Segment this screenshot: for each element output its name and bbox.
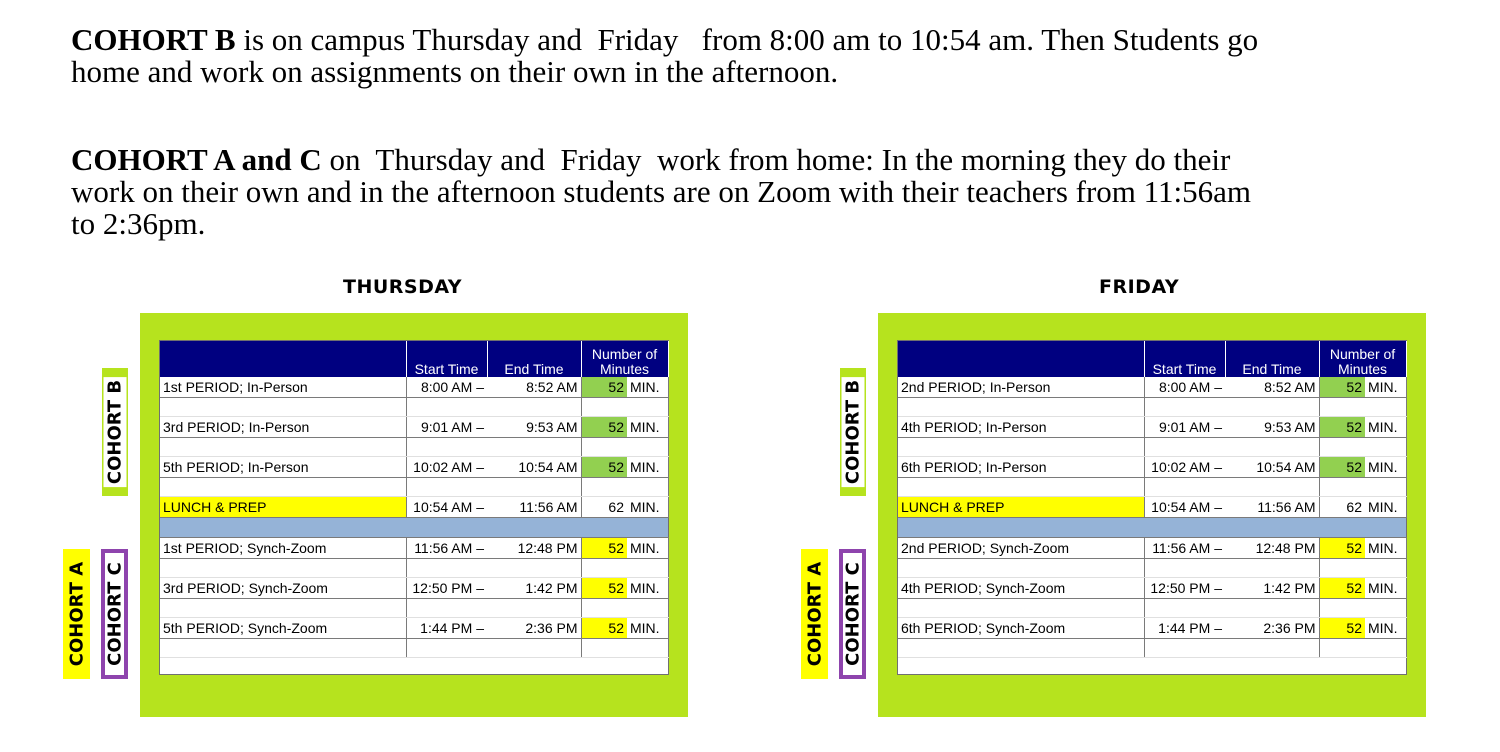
period-name: 6th PERIOD; In-Person: [898, 457, 1144, 478]
start-time: [406, 538, 487, 559]
spacer-cell: [406, 478, 487, 497]
header-minutes-line1: Number of: [591, 346, 658, 362]
minutes-unit: MIN.: [1365, 618, 1406, 639]
spacer-cell: [406, 559, 487, 578]
end-time: 11:56 AM: [1225, 497, 1319, 518]
paragraph2-line1: [71, 144, 1251, 176]
minutes-value: 52: [1319, 417, 1365, 438]
friday-schedule-sheet: [897, 340, 1407, 675]
start-time: [406, 457, 487, 478]
minutes-unit: MIN.: [1365, 538, 1406, 559]
spacer-cell: [160, 599, 406, 618]
spacer-cell: [160, 398, 406, 417]
end-time: 2:36 PM: [1225, 618, 1319, 639]
spacer-cell: [1319, 478, 1365, 497]
header-start: Start Time: [1144, 341, 1225, 377]
start-time: [406, 578, 487, 599]
spacer-row: [898, 639, 1406, 658]
cohort-b-text: COHORT B: [104, 377, 127, 487]
minutes-value: 52: [1319, 538, 1365, 559]
start-time: [1144, 377, 1225, 398]
spacer-cell: [898, 599, 1144, 618]
start-time-value: 8:00 AM: [1158, 379, 1211, 395]
spacer-cell: [898, 438, 1144, 457]
spacer-cell: [581, 639, 627, 658]
dash: –: [476, 419, 484, 435]
paragraph1-line1: [71, 24, 1258, 56]
end-time: 12:48 PM: [487, 538, 581, 559]
minutes-value: 52: [581, 618, 627, 639]
start-time: [1144, 457, 1225, 478]
minutes-value: 52: [581, 578, 627, 599]
spacer-cell: [581, 478, 627, 497]
period-name: 3rd PERIOD; Synch-Zoom: [160, 578, 406, 599]
spacer-row: [160, 599, 668, 618]
friday-cohort-a-label: [801, 549, 828, 679]
spacer-row: [898, 559, 1406, 578]
separator-cell: [406, 518, 487, 538]
cohort-c-text: COHORT C: [842, 562, 863, 666]
friday-cohort-b-label: [840, 368, 866, 496]
thursday-panel: [140, 313, 688, 717]
spacer-row: [160, 398, 668, 417]
start-time-value: 12:50 PM: [412, 580, 473, 596]
spacer-cell: [1319, 599, 1365, 618]
dash: –: [476, 499, 484, 515]
spacer-cell: [487, 398, 581, 417]
end-time: 1:42 PM: [1225, 578, 1319, 599]
header-period-cell: [898, 341, 1144, 377]
spacer-cell: [1319, 639, 1365, 658]
minutes-unit: MIN.: [1365, 457, 1406, 478]
start-time: [406, 417, 487, 438]
spacer-cell: [627, 639, 668, 658]
start-time: [1144, 618, 1225, 639]
friday-cohort-c-label: [839, 549, 866, 679]
spacer-cell: [406, 599, 487, 618]
minutes-unit: MIN.: [1365, 578, 1406, 599]
spacer-cell: [406, 438, 487, 457]
period-row: [160, 538, 668, 559]
spacer-cell: [1365, 478, 1406, 497]
start-time-value: 10:02 AM: [1151, 459, 1211, 475]
dash: –: [476, 379, 484, 395]
minutes-value: 52: [1319, 457, 1365, 478]
paragraph2-text-line1: on Thursday and Friday work from home: In the morning they do their: [321, 142, 1231, 177]
spacer-cell: [581, 438, 627, 457]
header-minutes-line1: Number of: [1329, 346, 1396, 362]
dash: –: [1214, 379, 1222, 395]
end-time: 2:36 PM: [487, 618, 581, 639]
period-name: 6th PERIOD; Synch-Zoom: [898, 618, 1144, 639]
end-time: 10:54 AM: [1225, 457, 1319, 478]
period-row: [160, 417, 668, 438]
spacer-cell: [1365, 639, 1406, 658]
spacer-row: [160, 478, 668, 497]
start-time-value: 1:44 PM: [420, 620, 473, 636]
end-time: 9:53 AM: [487, 417, 581, 438]
spacer-cell: [627, 438, 668, 457]
start-time: [406, 377, 487, 398]
header-period-cell: [160, 341, 406, 377]
spacer-row: [160, 639, 668, 658]
spacer-row: [898, 398, 1406, 417]
spacer-cell: [406, 398, 487, 417]
paragraph1-text-line2: home and work on assignments on their own in the afternoon.: [71, 54, 839, 89]
period-row: [160, 578, 668, 599]
start-time-value: 12:50 PM: [1150, 580, 1211, 596]
spacer-cell: [1365, 599, 1406, 618]
cohort-b-paragraph: [71, 24, 1258, 88]
separator-cell: [1144, 518, 1225, 538]
period-name: 1st PERIOD; In-Person: [160, 377, 406, 398]
separator-cell: [160, 518, 406, 538]
header-minutes-line2: Minutes: [1337, 361, 1388, 377]
start-time-value: 11:56 AM: [414, 540, 473, 556]
header-end: End Time: [1225, 341, 1319, 377]
period-name: 4th PERIOD; In-Person: [898, 417, 1144, 438]
period-name: 2nd PERIOD; Synch-Zoom: [898, 538, 1144, 559]
cohort-c-text: COHORT C: [104, 562, 125, 666]
spacer-cell: [1225, 438, 1319, 457]
period-row: [160, 457, 668, 478]
minutes-unit: MIN.: [1365, 417, 1406, 438]
period-row: [160, 618, 668, 639]
end-time: 1:42 PM: [487, 578, 581, 599]
start-time: [1144, 417, 1225, 438]
spacer-row: [898, 438, 1406, 457]
spacer-cell: [1225, 559, 1319, 578]
header-minutes-line2: Minutes: [599, 361, 650, 377]
paragraph1-text-line1: is on campus Thursday and Friday from 8:00 am to 10:54 am. Then Students go: [235, 22, 1259, 57]
spacer-cell: [406, 639, 487, 658]
spacer-cell: [581, 599, 627, 618]
separator-cell: [627, 518, 668, 538]
spacer-cell: [1144, 599, 1225, 618]
friday-schedule-table: [898, 341, 1407, 658]
minutes-unit: MIN.: [627, 538, 668, 559]
spacer-cell: [1365, 438, 1406, 457]
end-time: 10:54 AM: [487, 457, 581, 478]
thursday-title: THURSDAY: [343, 276, 463, 298]
spacer-row: [160, 438, 668, 457]
end-time: 8:52 AM: [487, 377, 581, 398]
start-time-value: 1:44 PM: [1158, 620, 1211, 636]
dash: –: [476, 459, 484, 475]
period-name: 3rd PERIOD; In-Person: [160, 417, 406, 438]
minutes-value: 52: [581, 538, 627, 559]
friday-panel: [878, 313, 1426, 717]
period-row: [898, 417, 1406, 438]
start-time: [406, 618, 487, 639]
period-name: LUNCH & PREP: [160, 497, 406, 518]
minutes-value: 62: [1319, 497, 1365, 518]
start-time-value: 9:01 AM: [420, 419, 473, 435]
header-end: End Time: [487, 341, 581, 377]
dash: –: [1214, 580, 1222, 596]
spacer-cell: [1319, 398, 1365, 417]
spacer-cell: [1319, 438, 1365, 457]
start-time-value: 9:01 AM: [1158, 419, 1211, 435]
spacer-cell: [160, 438, 406, 457]
spacer-cell: [487, 559, 581, 578]
period-name: 5th PERIOD; Synch-Zoom: [160, 618, 406, 639]
period-name: 1st PERIOD; Synch-Zoom: [160, 538, 406, 559]
start-time: [1144, 538, 1225, 559]
dash: –: [1214, 499, 1222, 515]
spacer-cell: [487, 639, 581, 658]
start-time-value: 10:54 AM: [1151, 499, 1211, 515]
thursday-cohort-b-label: [102, 368, 128, 496]
spacer-cell: [1225, 478, 1319, 497]
spacer-cell: [1144, 438, 1225, 457]
spacer-cell: [487, 599, 581, 618]
period-row: [898, 578, 1406, 599]
cohort-ac-paragraph: [71, 144, 1251, 240]
minutes-unit: MIN.: [1365, 377, 1406, 398]
separator-cell: [487, 518, 581, 538]
separator-cell: [581, 518, 627, 538]
minutes-value: 52: [581, 457, 627, 478]
dash: –: [1214, 540, 1222, 556]
minutes-value: 52: [1319, 578, 1365, 599]
start-time: [1144, 578, 1225, 599]
minutes-value: 52: [1319, 377, 1365, 398]
header-minutes: [581, 341, 668, 377]
thursday-cohort-c-label: [101, 549, 128, 679]
start-time-value: 11:56 AM: [1152, 540, 1211, 556]
separator-cell: [1319, 518, 1365, 538]
header-minutes: [1319, 341, 1406, 377]
minutes-value: 52: [581, 377, 627, 398]
dash: –: [476, 540, 484, 556]
thursday-schedule-table: [160, 341, 669, 658]
start-time-value: 10:02 AM: [413, 459, 473, 475]
thursday-schedule-sheet: [159, 340, 669, 675]
paragraph2-bold: COHORT A and C: [71, 142, 322, 177]
dash: –: [476, 580, 484, 596]
minutes-unit: MIN.: [627, 417, 668, 438]
spacer-cell: [898, 478, 1144, 497]
spacer-row: [898, 599, 1406, 618]
spacer-row: [160, 559, 668, 578]
spacer-cell: [627, 599, 668, 618]
minutes-unit: MIN.: [1365, 497, 1406, 518]
spacer-cell: [898, 398, 1144, 417]
spacer-cell: [627, 398, 668, 417]
cohort-a-text: COHORT A: [804, 561, 825, 667]
spacer-cell: [581, 559, 627, 578]
spacer-cell: [1144, 559, 1225, 578]
start-time: [406, 497, 487, 518]
dash: –: [1214, 620, 1222, 636]
period-name: 4th PERIOD; Synch-Zoom: [898, 578, 1144, 599]
separator-row: [898, 518, 1406, 538]
table-header-row: [898, 341, 1406, 377]
lunch-row: [898, 497, 1406, 518]
end-time: 11:56 AM: [487, 497, 581, 518]
spacer-cell: [1365, 559, 1406, 578]
separator-cell: [898, 518, 1144, 538]
paragraph2-text-line2: work on their own and in the afternoon students are on Zoom with their teachers from 11:56am: [71, 174, 1251, 209]
dash: –: [1214, 459, 1222, 475]
table-header-row: [160, 341, 668, 377]
period-name: 2nd PERIOD; In-Person: [898, 377, 1144, 398]
dash: –: [1214, 419, 1222, 435]
spacer-cell: [627, 559, 668, 578]
period-name: 5th PERIOD; In-Person: [160, 457, 406, 478]
minutes-unit: MIN.: [627, 457, 668, 478]
minutes-unit: MIN.: [627, 497, 668, 518]
spacer-cell: [627, 478, 668, 497]
period-row: [898, 377, 1406, 398]
period-row: [898, 538, 1406, 559]
spacer-cell: [160, 478, 406, 497]
friday-title: FRIDAY: [1099, 276, 1180, 298]
end-time: 12:48 PM: [1225, 538, 1319, 559]
cohort-b-text: COHORT B: [842, 377, 865, 487]
minutes-unit: MIN.: [627, 618, 668, 639]
spacer-cell: [581, 398, 627, 417]
spacer-cell: [898, 559, 1144, 578]
spacer-cell: [1225, 639, 1319, 658]
minutes-value: 52: [581, 417, 627, 438]
period-row: [160, 377, 668, 398]
spacer-cell: [160, 559, 406, 578]
start-time: [1144, 497, 1225, 518]
period-row: [898, 618, 1406, 639]
cohort-a-text: COHORT A: [66, 561, 87, 667]
spacer-cell: [487, 478, 581, 497]
paragraph2-text-line3: to 2:36pm.: [71, 206, 206, 241]
spacer-cell: [1225, 398, 1319, 417]
spacer-cell: [487, 438, 581, 457]
spacer-cell: [1144, 478, 1225, 497]
dash: –: [476, 620, 484, 636]
spacer-cell: [160, 639, 406, 658]
separator-cell: [1365, 518, 1406, 538]
spacer-cell: [1144, 639, 1225, 658]
paragraph1-bold: COHORT B: [71, 22, 236, 57]
start-time-value: 8:00 AM: [420, 379, 473, 395]
lunch-row: [160, 497, 668, 518]
end-time: 8:52 AM: [1225, 377, 1319, 398]
spacer-cell: [898, 639, 1144, 658]
spacer-cell: [1225, 599, 1319, 618]
minutes-value: 62: [581, 497, 627, 518]
spacer-cell: [1319, 559, 1365, 578]
minutes-unit: MIN.: [627, 377, 668, 398]
period-row: [898, 457, 1406, 478]
spacer-cell: [1144, 398, 1225, 417]
minutes-value: 52: [1319, 618, 1365, 639]
end-time: 9:53 AM: [1225, 417, 1319, 438]
start-time-value: 10:54 AM: [413, 499, 473, 515]
period-name: LUNCH & PREP: [898, 497, 1144, 518]
separator-cell: [1225, 518, 1319, 538]
thursday-cohort-a-label: [63, 549, 90, 679]
header-start: Start Time: [406, 341, 487, 377]
spacer-row: [898, 478, 1406, 497]
separator-row: [160, 518, 668, 538]
minutes-unit: MIN.: [627, 578, 668, 599]
spacer-cell: [1365, 398, 1406, 417]
